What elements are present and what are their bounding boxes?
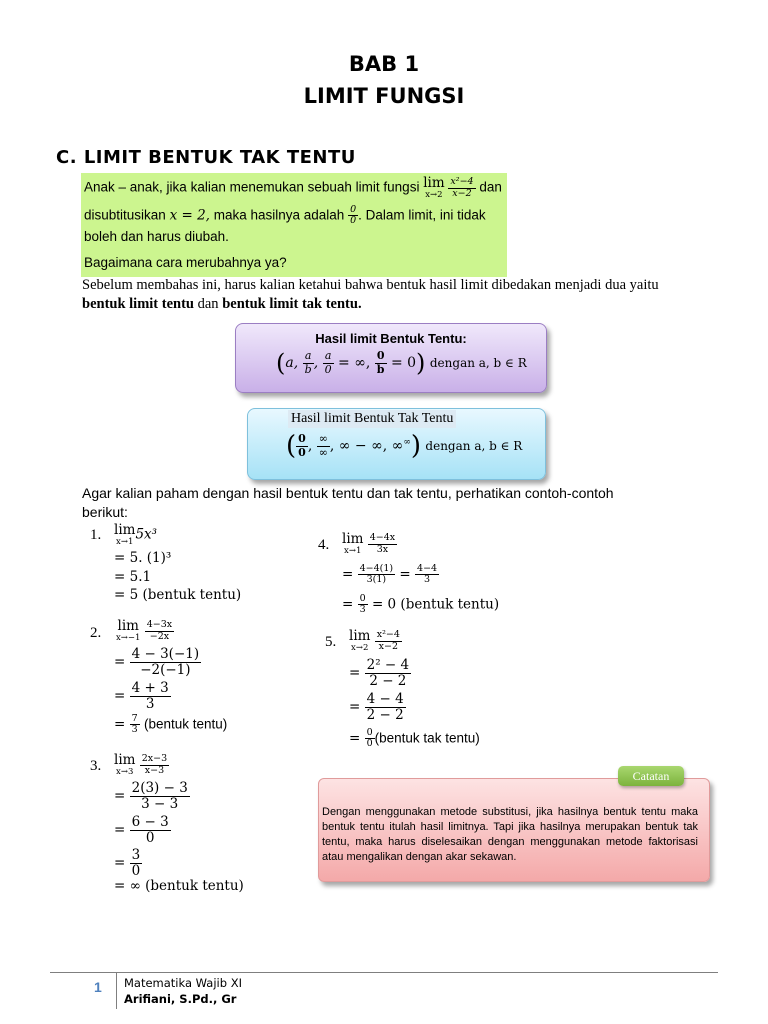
zero-over-zero: $\frac{0}{0}$ bbox=[350, 204, 357, 227]
footer-vertical-divider bbox=[116, 973, 117, 1009]
definite-form-box bbox=[235, 323, 547, 393]
intro-box bbox=[81, 173, 507, 277]
footer-author: Arifiani, S.Pd., Gr bbox=[124, 992, 237, 1006]
examples-intro-line-1: Agar kalian paham dengan hasil bentuk tentu dan tak tentu, perhatikan contoh-contoh bbox=[82, 485, 614, 501]
example-5-limit: lim x→2 $\frac{\text{x²−4}}{x-2}$ bbox=[349, 628, 400, 653]
intro-line-3: boleh dan harus diubah. bbox=[84, 229, 229, 244]
intro-line-2: disubtitusikan x = 2, maka hasilnya adalah $\frac{0}{0}$ . Dalam limit, ini tidak bbox=[84, 204, 486, 227]
intro-fraction: $\frac{\text{x²−4}}{x-2}$ bbox=[450, 176, 474, 199]
example-2-limit: lim x→−1 $\frac{4-3x}{-2x}$ bbox=[116, 618, 173, 643]
indefinite-form-box bbox=[247, 408, 546, 480]
section-title: C. LIMIT BENTUK TAK TENTU bbox=[56, 147, 356, 168]
example-3-limit: lim x→3 $\frac{2x-3}{x-3}$ bbox=[114, 752, 168, 777]
examples-intro-line-2: berikut: bbox=[82, 504, 128, 520]
indefinite-form-formula: ( $\frac{0}{0}$ , $\frac{\infty}{\infty}$ , ∞ − ∞, ∞∞) dengan a, b ∈ R bbox=[286, 431, 523, 461]
definite-form-formula: (a, $\frac{a}{b}$ , $\frac{a}{0}$ = ∞, $\frac{0}{b}$ = 0) dengan a, b ∈ R bbox=[276, 349, 527, 377]
paragraph-line-2: bentuk limit tentu dan bentuk limit tak tentu. bbox=[82, 296, 362, 312]
example-1-limit: lim x→1 5x³ bbox=[114, 522, 158, 547]
chapter-title: LIMIT FUNGSI bbox=[303, 84, 465, 108]
note-text: Dengan menggunakan metode substitusi, jika hasilnya bentuk tentu maka bentuk tentu itulah hasil limitnya. Tapi jika hasilnya merupakan bentuk tak tentu, maka harus diselesaikan dengan menggunakan metode faktorisasi atau mengalikan dengan akar sekawan. bbox=[322, 806, 698, 863]
intro-line-1: Anak – anak, jika kalian menemukan sebuah limit fungsi lim x→2 $\frac{\text{x²−4}}{x-2}$ dan bbox=[84, 175, 502, 200]
chapter-number: BAB 1 bbox=[348, 52, 420, 76]
note-box bbox=[318, 778, 710, 882]
indefinite-form-title: Hasil limit Bentuk Tak Tentu bbox=[288, 410, 456, 428]
intro-question: Bagaimana cara merubahnya ya? bbox=[84, 255, 287, 270]
footer-subject: Matematika Wajib XI bbox=[124, 976, 242, 990]
note-label: Catatan bbox=[618, 766, 684, 786]
definite-form-title: Hasil limit Bentuk Tentu: bbox=[315, 331, 467, 346]
intro-lim: lim x→2 bbox=[423, 175, 445, 200]
paragraph-line-1: Sebelum membahas ini, harus kalian ketahui bahwa bentuk hasil limit dibedakan menjadi dua yaitu bbox=[82, 277, 659, 293]
example-4-limit: lim x→1 $\frac{4-4x}{3x}$ bbox=[342, 531, 396, 556]
page-number: 1 bbox=[94, 979, 102, 995]
footer-divider bbox=[50, 972, 718, 973]
